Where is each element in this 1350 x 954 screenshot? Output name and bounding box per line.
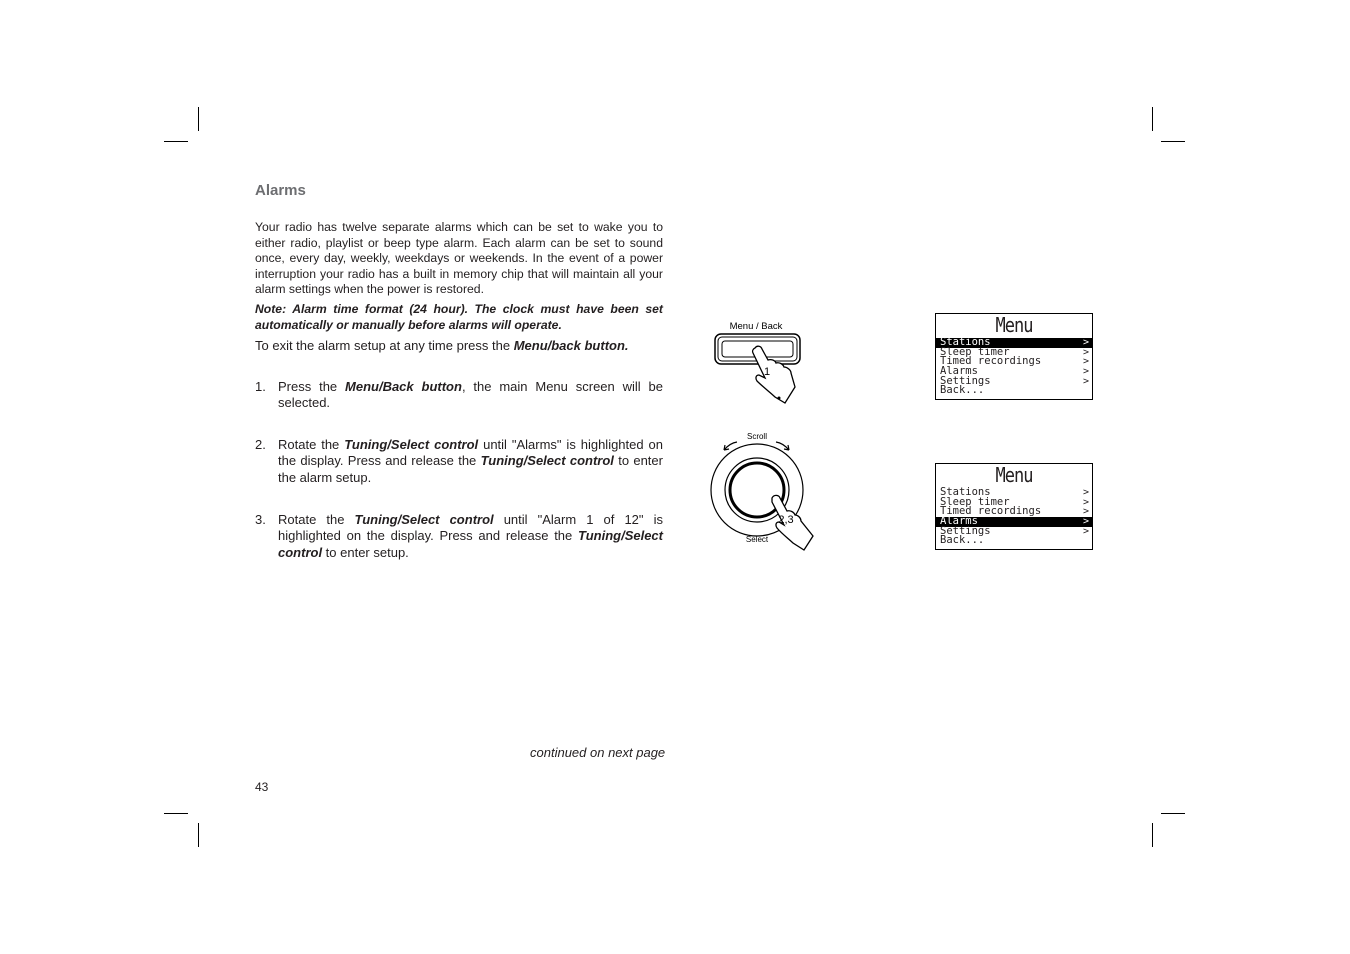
knob-select-label: Select (745, 535, 769, 544)
chevron-right-icon: > (1082, 506, 1089, 518)
step-emphasis: Tuning/Select control (278, 528, 663, 560)
lcd-row-label: Back... (940, 534, 985, 547)
lcd-row-label: Settings (940, 524, 991, 537)
lcd-row-label: Stations (940, 336, 991, 348)
lcd-row-label: Sleep timer (940, 495, 1010, 508)
step-text: Rotate the (278, 437, 345, 452)
lcd-row-label: Timed recordings (940, 505, 1042, 518)
crop-mark (164, 813, 188, 814)
step-number: 3. (255, 512, 266, 527)
exit-instruction (255, 337, 663, 354)
chevron-right-icon: > (1082, 346, 1089, 358)
step-3 (255, 512, 663, 561)
chevron-right-icon: > (1082, 487, 1089, 498)
crop-mark (198, 107, 199, 131)
step-number: 1. (255, 379, 266, 394)
step-emphasis: Menu/Back button (345, 379, 462, 394)
step-text: to enter the alarm setup. (278, 453, 663, 485)
step-text: until "Alarms" is highlighted on the display. Press and release the (278, 437, 663, 469)
continued-note: continued on next page (530, 745, 666, 760)
rotate-left-arrow-icon (724, 442, 737, 450)
button-label: Menu / Back (729, 321, 783, 332)
crop-mark (1161, 141, 1185, 142)
lcd-row-label: Stations (940, 486, 991, 498)
page-number: 43 (255, 780, 269, 794)
crop-mark (1152, 107, 1153, 131)
lcd-menu-display-1 (935, 313, 1093, 400)
step-text: until "Alarm 1 of 12" is highlighted on the display. Press and release the (278, 512, 663, 544)
lcd-row-label: Settings (940, 374, 991, 387)
knob-scroll-label: Scroll (746, 432, 768, 441)
chevron-right-icon: > (1082, 356, 1089, 368)
step-text: to enter setup. (322, 544, 409, 560)
lcd-menu-display-2 (935, 463, 1093, 550)
chevron-right-icon: > (1082, 525, 1089, 537)
lcd-title: Menu (995, 314, 1033, 338)
crop-mark (198, 823, 199, 847)
lcd-row-label: Alarms (940, 365, 978, 378)
exit-text: To exit the alarm setup at any time press the (255, 338, 514, 353)
lcd-row-label: Back... (940, 384, 985, 397)
lcd-row-label: Sleep timer (940, 345, 1010, 358)
menu-back-button-illustration (705, 315, 815, 410)
chevron-right-icon: > (1082, 496, 1089, 508)
intro-paragraph: Your radio has twelve separate alarms which can be set to wake you to either radio, playlist or beep type alarm. Each alarm can be set to sound once, every day, weekly, weekdays or weekends. In the event of a power interruption your radio has a built in memory chip that will maintain all your alarm settings when the power is restored. (255, 220, 663, 297)
step-1 (255, 379, 663, 412)
page-title: Alarms (255, 182, 306, 199)
exit-emphasis: Menu/back button. (513, 338, 629, 353)
lcd-row-back (936, 536, 1092, 546)
step-text: , the main Menu screen will be selected. (278, 379, 663, 411)
hand-detail (778, 397, 781, 400)
chevron-right-icon: > (1082, 516, 1089, 528)
lcd-title: Menu (995, 464, 1033, 488)
tuning-select-knob-illustration (700, 428, 825, 553)
crop-mark (164, 141, 188, 142)
step-emphasis: Tuning/Select control (344, 437, 479, 452)
button-step-number: 1 (763, 366, 771, 378)
note-paragraph: Note: Alarm time format (24 hour). The clock must have been set automatically or manually before alarms will operate. (255, 302, 663, 332)
knob-step-number: 2,3 (778, 514, 794, 526)
step-number: 2. (255, 437, 266, 452)
lcd-row-label: Timed recordings (940, 355, 1042, 368)
step-emphasis: Tuning/Select control (480, 453, 614, 469)
step-text: Press the (278, 379, 346, 394)
step-2 (255, 437, 663, 486)
lcd-row-back (936, 386, 1092, 396)
lcd-row-label: Alarms (940, 515, 978, 528)
chevron-right-icon: > (1082, 337, 1089, 348)
crop-mark (1161, 813, 1185, 814)
chevron-right-icon: > (1082, 375, 1089, 387)
crop-mark (1152, 823, 1153, 847)
chevron-right-icon: > (1082, 366, 1089, 378)
step-text: Rotate the (278, 512, 355, 527)
step-emphasis: Tuning/Select control (354, 512, 494, 527)
